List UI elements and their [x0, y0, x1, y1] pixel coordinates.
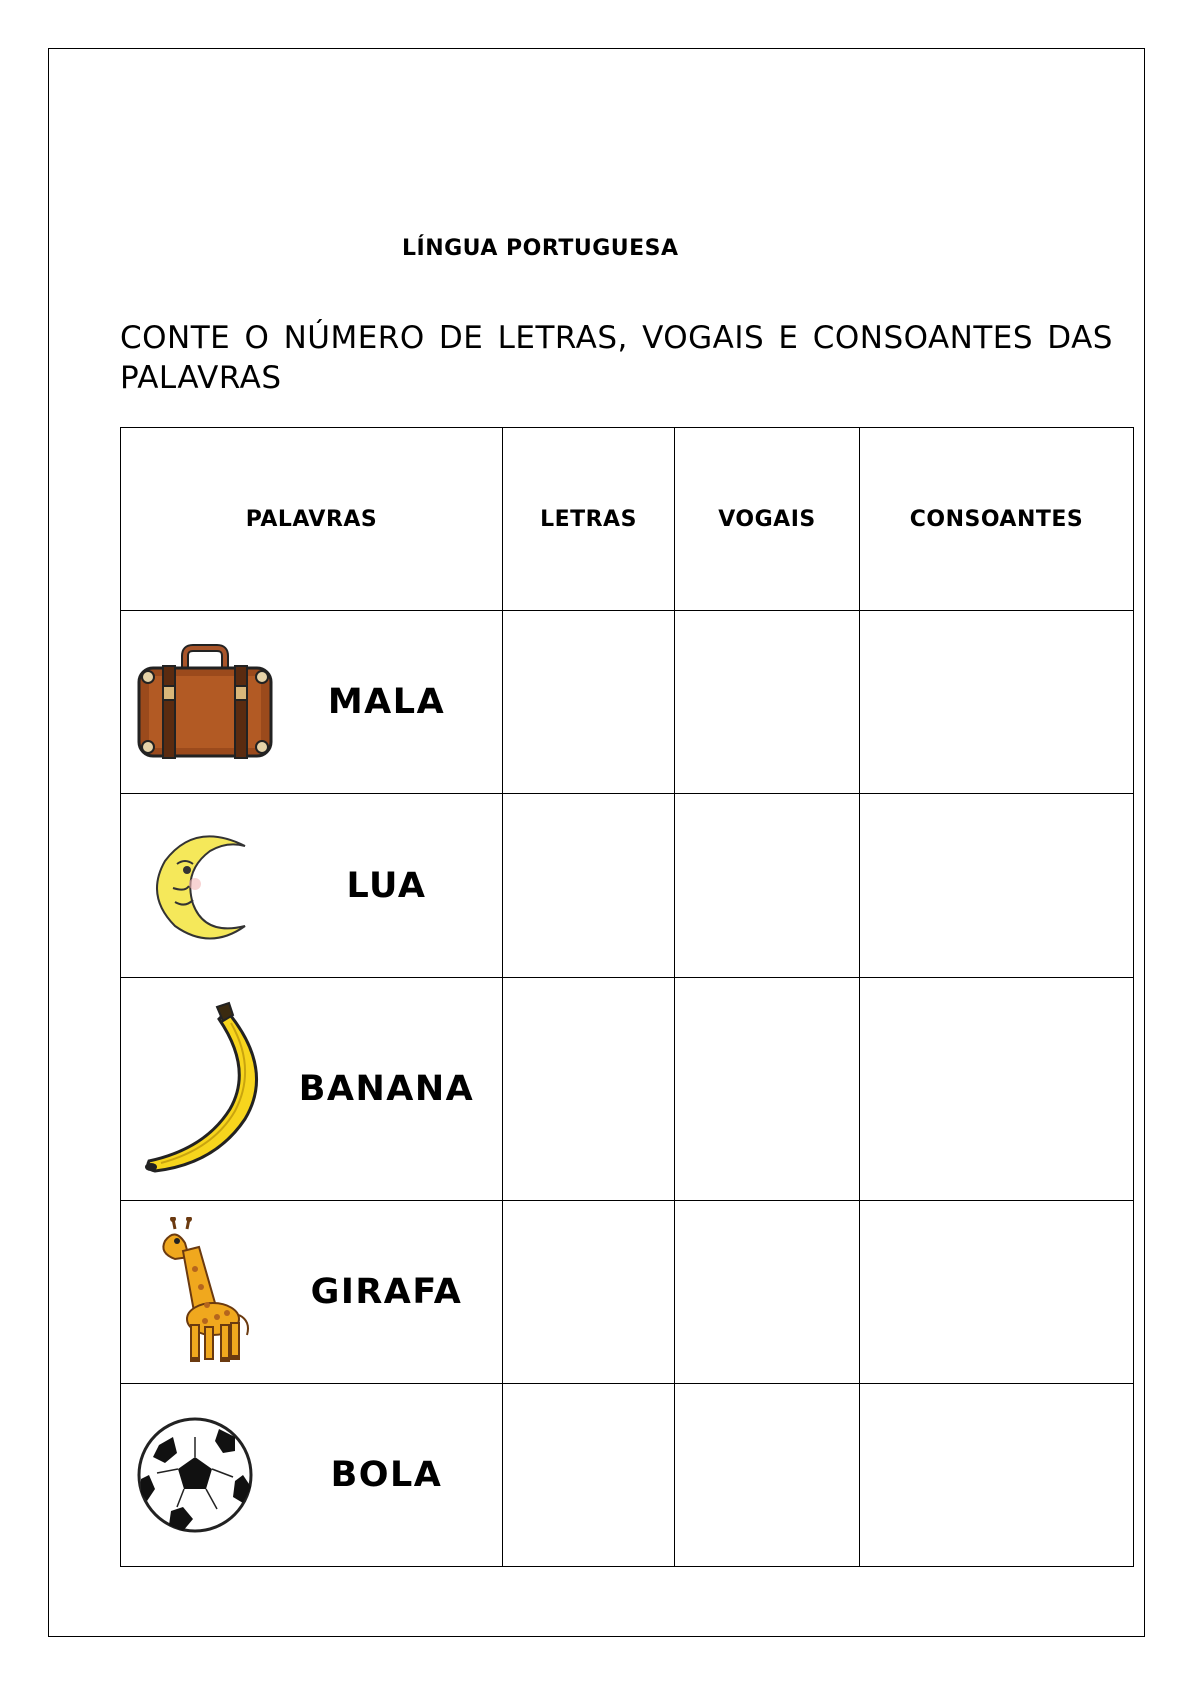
table-row [121, 611, 1134, 794]
letters-answer-cell[interactable] [503, 1384, 675, 1567]
subject-title: LÍNGUA PORTUGUESA [402, 236, 679, 261]
word-label: BANANA [298, 1069, 475, 1109]
moon-icon [135, 826, 265, 946]
word-cell [121, 978, 503, 1201]
header-vowels: VOGAIS [675, 428, 860, 611]
word-cell [121, 794, 503, 978]
soccer-ball-icon [135, 1415, 265, 1535]
giraffe-icon [135, 1217, 265, 1367]
header-consonants: CONSOANTES [860, 428, 1134, 611]
consonants-answer-cell[interactable] [860, 978, 1134, 1201]
word-cell [121, 611, 503, 794]
instruction-text: CONTE O NÚMERO DE LETRAS, VOGAIS E CONSOANTES DAS PALAVRAS [120, 320, 1113, 396]
header-letters: LETRAS [503, 428, 675, 611]
word-label: LUA [346, 865, 427, 906]
vowels-answer-cell[interactable] [675, 1201, 860, 1384]
letters-answer-cell[interactable] [503, 611, 675, 794]
word-cell [121, 1201, 503, 1384]
word-label: MALA [327, 682, 446, 722]
table-row [121, 1384, 1134, 1567]
word-label: BOLA [330, 1455, 443, 1495]
table-row [121, 1201, 1134, 1384]
header-row [121, 428, 1134, 611]
worksheet-table [120, 427, 1134, 1567]
header-words: PALAVRAS [121, 428, 503, 611]
suitcase-icon [135, 642, 275, 762]
consonants-answer-cell[interactable] [860, 794, 1134, 978]
word-label: GIRAFA [310, 1272, 463, 1312]
table-row [121, 794, 1134, 978]
vowels-answer-cell[interactable] [675, 1384, 860, 1567]
consonants-answer-cell[interactable] [860, 1384, 1134, 1567]
consonants-answer-cell[interactable] [860, 611, 1134, 794]
letters-answer-cell[interactable] [503, 794, 675, 978]
consonants-answer-cell[interactable] [860, 1201, 1134, 1384]
letters-answer-cell[interactable] [503, 978, 675, 1201]
table-row [121, 978, 1134, 1201]
vowels-answer-cell[interactable] [675, 611, 860, 794]
letters-answer-cell[interactable] [503, 1201, 675, 1384]
vowels-answer-cell[interactable] [675, 978, 860, 1201]
word-cell [121, 1384, 503, 1567]
vowels-answer-cell[interactable] [675, 794, 860, 978]
banana-icon [135, 999, 275, 1179]
